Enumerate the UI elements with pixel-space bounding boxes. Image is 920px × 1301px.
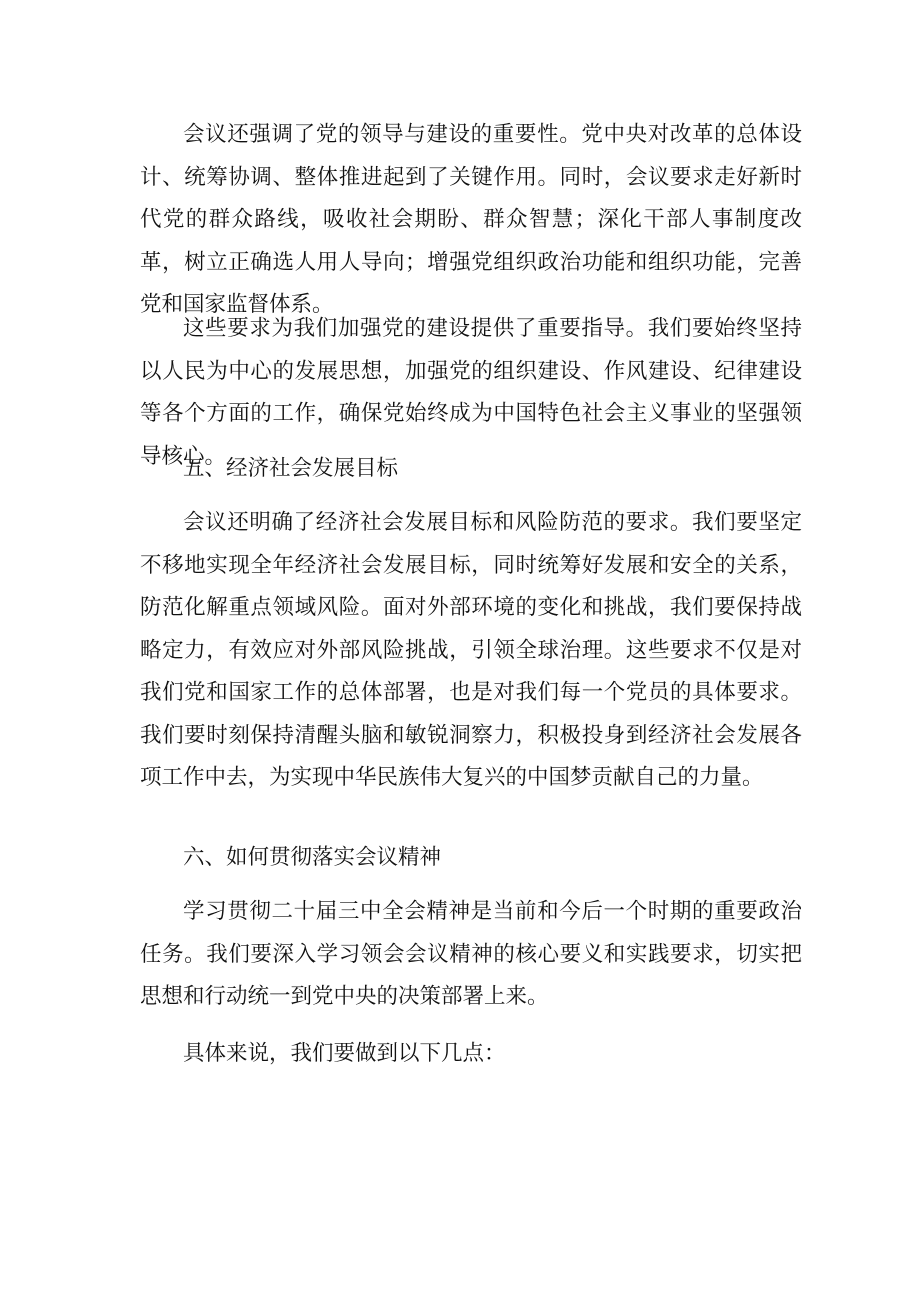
paragraph-party-building-guidance: 这些要求为我们加强党的建设提供了重要指导。我们要始终坚持以人民为中心的发展思想，加强党的组织建设、作风建设、纪律建设等各个方面的工作，确保党始终成为中国特色社会主义事业的坚强领导核心。 [140, 316, 802, 469]
paragraph-party-leadership: 会议还强调了党的领导与建设的重要性。党中央对改革的总体设计、统筹协调、整体推进起到了关键作用。同时，会议要求走好新时代党的群众路线，吸收社会期盼、群众智慧；深化干部人事制度改革，树立正确选人用人导向；增强党组织政治功能和组织功能，完善党和国家监督体系。 [140, 122, 802, 317]
paragraph-economic-goals: 会议还明确了经济社会发展目标和风险防范的要求。我们要坚定不移地实现全年经济社会发展目标，同时统筹好发展和安全的关系，防范化解重点领域风险。面对外部环境的变化和挑战，我们要保持战略定力，有效应对外部风险挑战，引领全球治理。这些要求不仅是对我们党和国家工作的总体部署，也是对我们每一个党员的具体要求。我们要时刻保持清醒头脑和敏锐洞察力，积极投身到经济社会发展各项工作中去，为实现中华民族伟大复兴的中国梦贡献自己的力量。 [140, 510, 802, 790]
section-heading-implementation: 六、如何贯彻落实会议精神 [183, 845, 442, 870]
section-heading-economic-goals: 五、经济社会发展目标 [183, 456, 399, 481]
paragraph-specific-points-intro: 具体来说，我们要做到以下几点： [183, 1041, 506, 1066]
paragraph-implementation: 学习贯彻二十届三中全会精神是当前和今后一个时期的重要政治任务。我们要深入学习领会会议精神的核心要义和实践要求，切实把思想和行动统一到党中央的决策部署上来。 [140, 899, 802, 1009]
